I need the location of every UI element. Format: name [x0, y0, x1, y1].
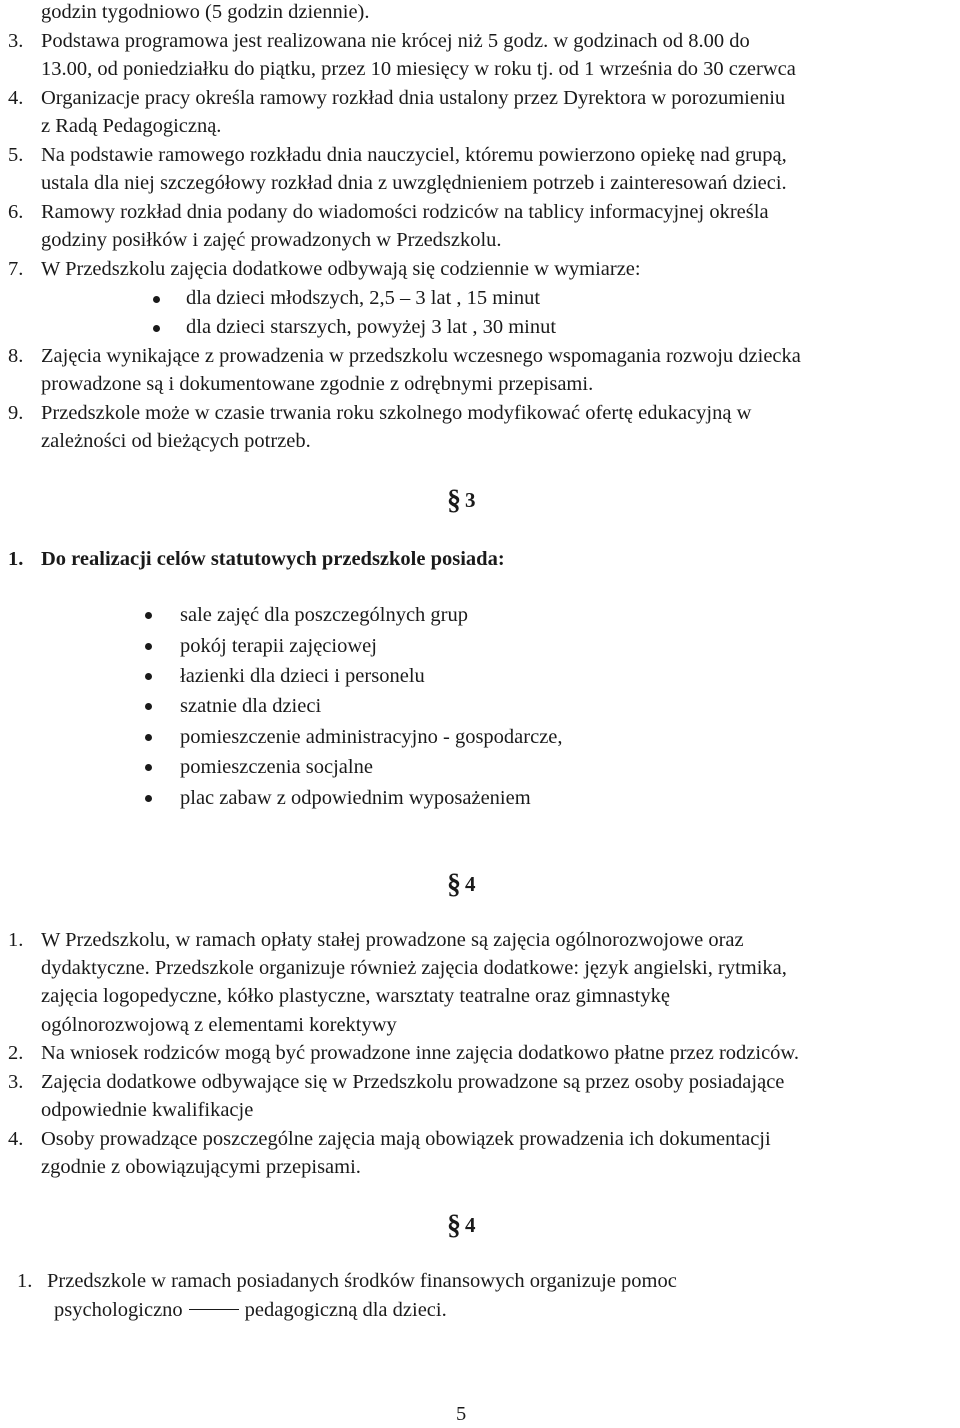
item-text: Podstawa programowa jest realizowana nie krócej niż 5 godz. w godzinach od 8.00 do [41, 30, 750, 52]
section-number: 4 [465, 1213, 476, 1237]
item-text: Osoby prowadzące poszczególne zajęcia mają obowiązek prowadzenia ich dokumentacji [41, 1128, 771, 1150]
bullet-icon [145, 734, 152, 741]
item-text: Przedszkole może w czasie trwania roku szkolnego modyfikować ofertę edukacyjną w [41, 402, 752, 424]
list-item: pomieszczenia socjalne [180, 756, 373, 778]
continuation-text: godzin tygodniowo (5 godzin dziennie). [41, 1, 370, 23]
item-text: ustala dla niej szczegółowy rozkład dnia z uwzględnieniem potrzeb i zainteresowań dzieci. [41, 172, 787, 194]
item-number: 1. [8, 929, 24, 951]
bullet-icon [145, 764, 152, 771]
bullet-icon [145, 795, 152, 802]
item-text: 13.00, od poniedziałku do piątku, przez 10 miesięcy w roku tj. od 1 września do 30 czerwca [41, 58, 796, 80]
dash-separator [189, 1309, 239, 1311]
item-number: 2. [8, 1042, 24, 1064]
section-sign: § [447, 869, 461, 900]
bullet-icon [153, 325, 160, 332]
bullet-icon [145, 673, 152, 680]
item-text: Zajęcia wynikające z prowadzenia w przedszkolu wczesnego wspomagania rozwoju dziecka [41, 345, 801, 367]
item-text: godziny posiłków i zajęć prowadzonych w Przedszkolu. [41, 229, 502, 251]
section-number: 3 [465, 488, 476, 512]
item-number: 6. [8, 201, 24, 223]
item-text: Na wniosek rodziców mogą być prowadzone inne zajęcia dodatkowo płatne przez rodziców. [41, 1042, 800, 1064]
item-text: Przedszkole w ramach posiadanych środków finansowych organizuje pomoc [47, 1270, 677, 1292]
list-item: plac zabaw z odpowiednim wyposażeniem [180, 787, 531, 809]
bullet-icon [145, 643, 152, 650]
section-sign: § [447, 485, 461, 516]
item-number: 5. [8, 144, 24, 166]
item-text: zależności od bieżących potrzeb. [41, 430, 311, 452]
section-heading-3 [447, 487, 476, 514]
item-text-continued [54, 1298, 447, 1322]
section-lead-heading: Do realizacji celów statutowych przedszkole posiada: [41, 548, 505, 570]
list-item: łazienki dla dzieci i personelu [180, 665, 425, 687]
text-part: psychologiczno [54, 1299, 183, 1321]
item-number: 4. [8, 87, 24, 109]
item-number: 9. [8, 402, 24, 424]
item-text: odpowiednie kwalifikacje [41, 1099, 254, 1121]
list-item: szatnie dla dzieci [180, 695, 322, 717]
item-text: W Przedszkolu, w ramach opłaty stałej prowadzone są zajęcia ogólnorozwojowe oraz [41, 929, 744, 951]
section-heading-4 [447, 871, 476, 898]
item-text: Na podstawie ramowego rozkładu dnia nauczyciel, któremu powierzono opiekę nad grupą, [41, 144, 787, 166]
text-part: pedagogiczną dla dzieci. [244, 1299, 447, 1321]
bullet-icon [145, 612, 152, 619]
item-number: 7. [8, 258, 24, 280]
item-text: zajęcia logopedyczne, kółko plastyczne, warsztaty teatralne oraz gimnastykę [41, 985, 670, 1007]
item-number: 4. [8, 1128, 24, 1150]
list-item: sale zajęć dla poszczególnych grup [180, 604, 469, 626]
bullet-icon [153, 296, 160, 303]
bullet-icon [145, 703, 152, 710]
item-text: zgodnie z obowiązującymi przepisami. [41, 1156, 361, 1178]
item-text: prowadzone są i dokumentowane zgodnie z odrębnymi przepisami. [41, 373, 594, 395]
list-item: pokój terapii zajęciowej [180, 635, 377, 657]
list-item: pomieszczenie administracyjno - gospodarcze, [180, 726, 563, 748]
item-number: 3. [8, 1071, 24, 1093]
heading-number: 1. [8, 548, 24, 570]
page-number: 5 [456, 1403, 467, 1425]
item-number: 3. [8, 30, 24, 52]
section-sign: § [447, 1210, 461, 1241]
item-text: Ramowy rozkład dnia podany do wiadomości rodziców na tablicy informacyjnej określa [41, 201, 769, 223]
section-heading-4-second [447, 1212, 476, 1239]
section-number: 4 [465, 872, 476, 896]
list-item: dla dzieci starszych, powyżej 3 lat , 30 minut [186, 316, 557, 338]
item-text: z Radą Pedagogiczną. [41, 115, 222, 137]
item-text: ogólnorozwojową z elementami korektywy [41, 1014, 397, 1036]
item-text: Organizacje pracy określa ramowy rozkład dnia ustalony przez Dyrektora w porozumieniu [41, 87, 786, 109]
item-number: 1. [17, 1270, 33, 1292]
item-number: 8. [8, 345, 24, 367]
item-text: dydaktyczne. Przedszkole organizuje również zajęcia dodatkowe: język angielski, rytmika, [41, 957, 787, 979]
item-text: W Przedszkolu zajęcia dodatkowe odbywają się codziennie w wymiarze: [41, 258, 641, 280]
item-text: Zajęcia dodatkowe odbywające się w Przedszkolu prowadzone są przez osoby posiadające [41, 1071, 785, 1093]
list-item: dla dzieci młodszych, 2,5 – 3 lat , 15 minut [186, 287, 541, 309]
